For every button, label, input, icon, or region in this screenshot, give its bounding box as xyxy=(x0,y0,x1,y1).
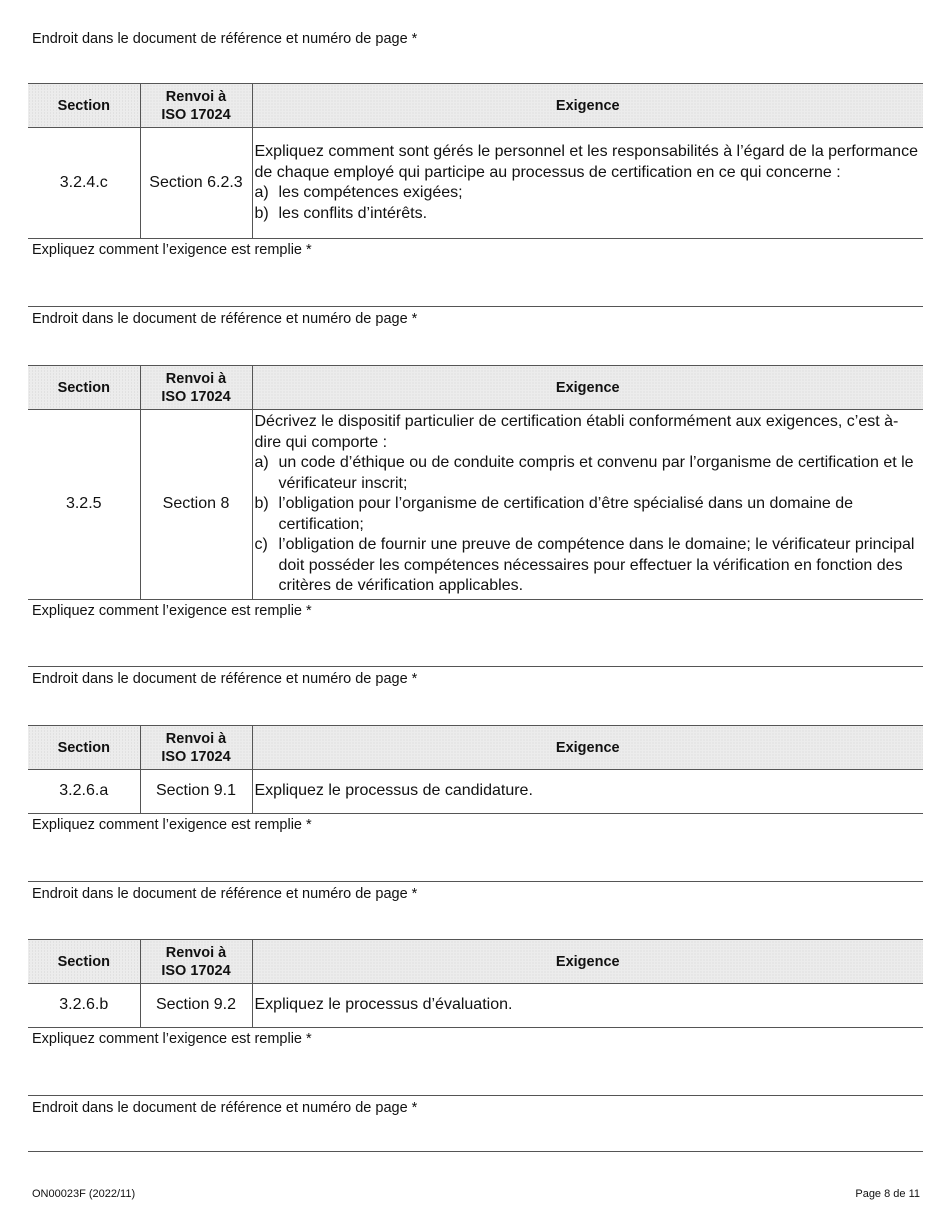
location-label: Endroit dans le document de référence et numéro de page * xyxy=(32,1100,418,1116)
requirement-table xyxy=(28,939,923,1028)
form-code: ON00023F (2022/11) xyxy=(32,1188,136,1200)
exigence-cell: Expliquez le processus de candidature. xyxy=(252,770,923,814)
renvoi-cell: Section 6.2.3 xyxy=(140,128,252,239)
explain-answer-field[interactable] xyxy=(28,834,923,881)
explain-label: Expliquez comment l’exigence est remplie * xyxy=(32,817,312,833)
renvoi-cell: Section 9.2 xyxy=(140,984,252,1028)
section-cell: 3.2.6.b xyxy=(28,984,140,1028)
exigence-cell: Expliquez comment sont gérés le personnel et les responsabilités à l’égard de la performance de chaque employé qui participe au processus de certification en ce qui concerne : a) les compétences exigées; b) les conflits d’intérêts. xyxy=(252,128,923,239)
requirement-table xyxy=(28,365,923,600)
exigence-cell: Décrivez le dispositif particulier de certification établi conformément aux exigences, c’est à-dire qui comporte : a) un code d’éthique ou de conduite compris et convenu par l’organisme de certification et le vérificateur inscrit; b) l’obligation pour l’organisme de certification d’être spécialisé dans un domaine de certification; c) l’obligation de fournir une preuve de compétence dans le domaine; le vérificateur principal doit posséder les compétences nécessaires pour effectuer la vérification en fonction des critères de vérification applicables. xyxy=(252,410,923,600)
location-answer-field[interactable] xyxy=(28,903,923,939)
requirement-table xyxy=(28,725,923,814)
location-label: Endroit dans le document de référence et numéro de page * xyxy=(32,311,418,327)
exigence-header: Exigence xyxy=(252,366,923,410)
exigence-header: Exigence xyxy=(252,940,923,984)
explain-label: Expliquez comment l’exigence est remplie * xyxy=(32,1031,312,1047)
location-answer-field[interactable] xyxy=(28,328,923,365)
explain-answer-field[interactable] xyxy=(28,620,923,666)
section-cell: 3.2.4.c xyxy=(28,128,140,239)
location-answer-field[interactable] xyxy=(28,48,923,83)
page-number: Page 8 de 11 xyxy=(855,1188,920,1200)
requirement-table xyxy=(28,83,923,239)
renvoi-cell: Section 9.1 xyxy=(140,770,252,814)
explain-label: Expliquez comment l’exigence est remplie * xyxy=(32,242,312,258)
section-header: Section xyxy=(28,84,140,128)
explain-answer-field[interactable] xyxy=(28,259,923,306)
renvoi-header: Renvoi à ISO 17024 xyxy=(140,940,252,984)
section-header: Section xyxy=(28,726,140,770)
section-header: Section xyxy=(28,366,140,410)
exigence-cell: Expliquez le processus d’évaluation. xyxy=(252,984,923,1028)
divider xyxy=(28,1151,923,1152)
location-answer-field[interactable] xyxy=(28,1117,923,1151)
exigence-header: Exigence xyxy=(252,726,923,770)
renvoi-cell: Section 8 xyxy=(140,410,252,600)
location-label: Endroit dans le document de référence et numéro de page * xyxy=(32,31,418,47)
location-label: Endroit dans le document de référence et numéro de page * xyxy=(32,671,418,687)
explain-answer-field[interactable] xyxy=(28,1048,923,1095)
section-header: Section xyxy=(28,940,140,984)
location-label: Endroit dans le document de référence et numéro de page * xyxy=(32,886,418,902)
section-cell: 3.2.5 xyxy=(28,410,140,600)
explain-label: Expliquez comment l’exigence est remplie * xyxy=(32,603,312,619)
form-page xyxy=(28,0,923,1152)
location-answer-field[interactable] xyxy=(28,688,923,725)
renvoi-header: Renvoi à ISO 17024 xyxy=(140,726,252,770)
renvoi-header: Renvoi à ISO 17024 xyxy=(140,366,252,410)
renvoi-header: Renvoi à ISO 17024 xyxy=(140,84,252,128)
exigence-header: Exigence xyxy=(252,84,923,128)
section-cell: 3.2.6.a xyxy=(28,770,140,814)
page-footer xyxy=(32,1188,920,1200)
